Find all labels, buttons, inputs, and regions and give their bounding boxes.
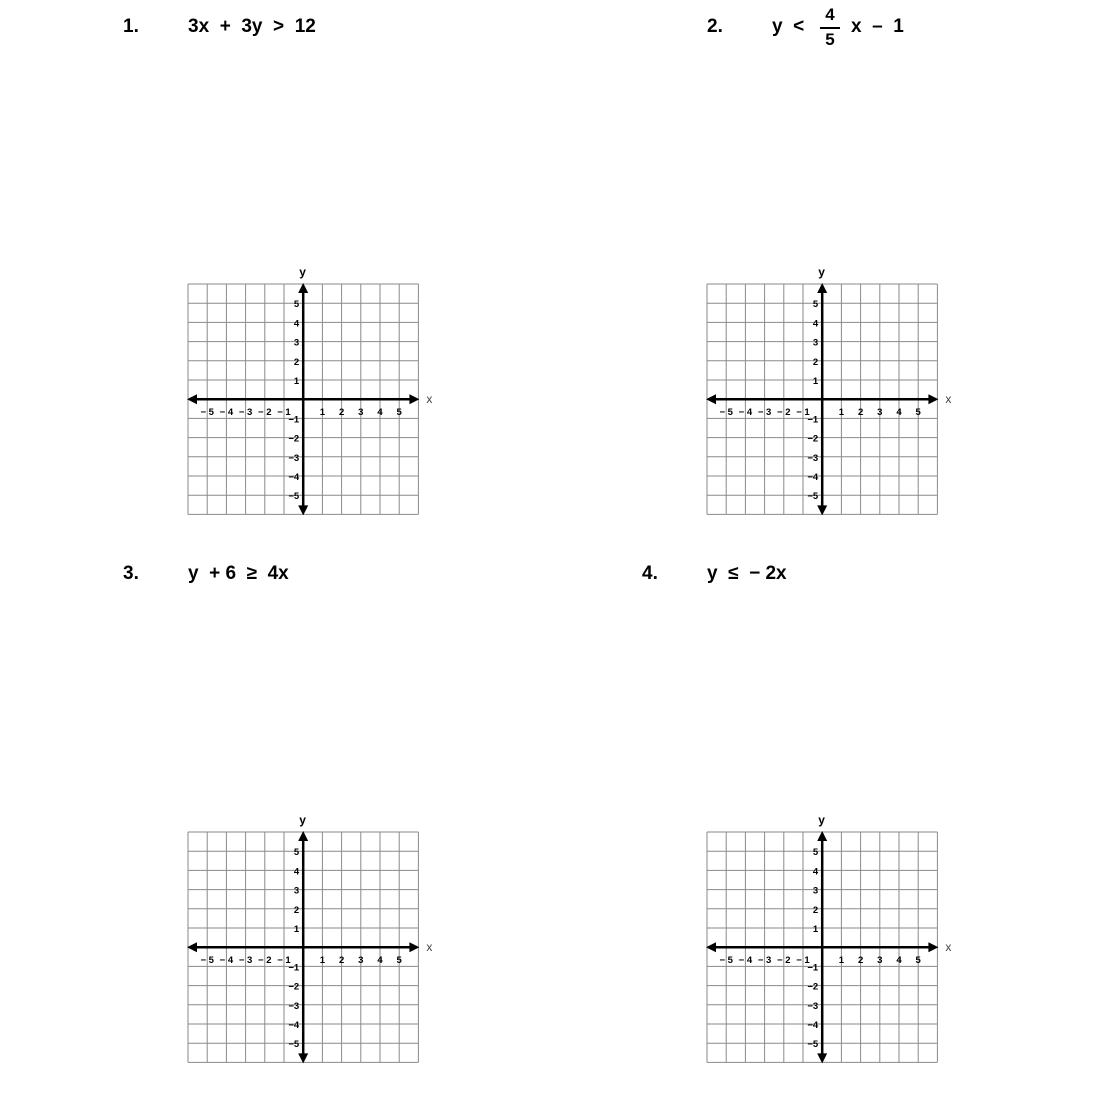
- y-tick-label: 2: [293, 356, 300, 368]
- x-tick-label: − 4: [738, 407, 753, 419]
- y-tick-label: −4: [288, 1020, 300, 1031]
- y-tick-label: 1: [812, 376, 819, 387]
- coordinate-grid-1[interactable]: [186, 264, 446, 524]
- inequality: y ≤ − 2x: [707, 563, 787, 584]
- y-tick-label: −5: [807, 491, 819, 503]
- x-tick-label: 5: [396, 955, 402, 967]
- x-tick-label: − 1: [796, 955, 810, 967]
- y-tick-label: 1: [812, 924, 819, 935]
- problem-number: 4.: [642, 563, 658, 584]
- x-axis-label: x: [426, 940, 433, 955]
- x-tick-label: − 1: [796, 407, 810, 419]
- y-tick-label: 4: [812, 318, 819, 330]
- x-tick-label: 3: [877, 407, 883, 419]
- y-tick-label: 5: [293, 847, 300, 859]
- y-tick-label: 2: [812, 356, 819, 368]
- x-tick-label: − 4: [738, 955, 753, 967]
- fraction-numerator: 4: [825, 5, 835, 24]
- y-tick-label: 1: [293, 924, 300, 935]
- inequality: y + 6 ≥ 4x: [188, 563, 289, 584]
- y-tick-label: 3: [293, 885, 300, 897]
- x-tick-label: 4: [896, 407, 902, 419]
- y-axis-label: y: [299, 265, 306, 279]
- y-tick-label: −2: [288, 981, 300, 993]
- inequality-left: y <: [772, 16, 805, 37]
- x-tick-label: 1: [319, 955, 326, 967]
- x-axis-label: x: [945, 392, 952, 407]
- x-tick-label: − 2: [777, 955, 791, 967]
- inequality-right: x – 1: [851, 16, 904, 37]
- problem-number: 1.: [123, 16, 139, 37]
- y-tick-label: −1: [807, 962, 819, 974]
- y-tick-label: 4: [293, 318, 300, 330]
- x-tick-label: 5: [915, 407, 921, 419]
- coordinate-grid-2[interactable]: [705, 264, 965, 524]
- y-tick-label: −3: [288, 452, 300, 464]
- x-tick-label: 2: [338, 407, 345, 419]
- x-tick-label: − 2: [258, 407, 272, 419]
- y-tick-label: −3: [807, 1000, 819, 1012]
- y-axis-label: y: [299, 813, 306, 827]
- y-tick-label: 4: [293, 866, 300, 878]
- x-tick-label: 4: [896, 955, 902, 967]
- y-tick-label: −4: [807, 1020, 819, 1031]
- y-tick-label: −5: [288, 1039, 300, 1051]
- x-tick-label: − 4: [219, 407, 234, 419]
- x-tick-label: 3: [877, 955, 883, 967]
- x-tick-label: 1: [319, 407, 326, 419]
- x-tick-label: − 2: [777, 407, 791, 419]
- x-tick-label: 2: [338, 955, 345, 967]
- x-tick-label: − 2: [258, 955, 272, 967]
- x-tick-label: 4: [377, 407, 383, 419]
- x-tick-label: − 5: [719, 407, 733, 419]
- y-tick-label: 2: [812, 904, 819, 916]
- problem-number: 3.: [123, 563, 139, 584]
- inequality: 3x + 3y > 12: [188, 16, 316, 37]
- x-tick-label: 5: [396, 407, 402, 419]
- x-tick-label: 1: [838, 407, 845, 419]
- x-tick-label: − 5: [719, 955, 733, 967]
- x-axis-label: x: [945, 940, 952, 955]
- y-tick-label: 5: [293, 299, 300, 311]
- y-tick-label: −5: [807, 1039, 819, 1051]
- y-tick-label: 5: [812, 299, 819, 311]
- coordinate-grid-4[interactable]: [705, 812, 965, 1072]
- x-tick-label: 2: [857, 407, 864, 419]
- y-tick-label: −2: [807, 433, 819, 445]
- x-tick-label: − 3: [238, 955, 253, 967]
- x-tick-label: − 3: [757, 955, 772, 967]
- x-tick-label: − 5: [200, 955, 214, 967]
- x-tick-label: 3: [358, 407, 364, 419]
- y-tick-label: 3: [812, 337, 819, 349]
- y-tick-label: −1: [288, 962, 300, 974]
- fraction-denominator: 5: [825, 30, 835, 49]
- x-axis-label: x: [426, 392, 433, 407]
- y-axis-label: y: [818, 813, 825, 827]
- x-tick-label: − 1: [277, 955, 291, 967]
- y-tick-label: 1: [293, 376, 300, 387]
- y-tick-label: −2: [288, 433, 300, 445]
- y-tick-label: −3: [807, 452, 819, 464]
- y-tick-label: 3: [293, 337, 300, 349]
- x-tick-label: − 4: [219, 955, 234, 967]
- y-tick-label: 4: [812, 866, 819, 878]
- x-tick-label: − 3: [757, 407, 772, 419]
- problem-number: 2.: [707, 16, 723, 37]
- y-tick-label: −4: [807, 472, 819, 483]
- y-tick-label: −1: [807, 414, 819, 426]
- y-tick-label: −1: [288, 414, 300, 426]
- y-axis-label: y: [818, 265, 825, 279]
- y-tick-label: 5: [812, 847, 819, 859]
- y-tick-label: 2: [293, 904, 300, 916]
- coordinate-grid-3[interactable]: [186, 812, 446, 1072]
- x-tick-label: − 5: [200, 407, 214, 419]
- x-tick-label: − 3: [238, 407, 253, 419]
- x-tick-label: 2: [857, 955, 864, 967]
- fraction-bar: [820, 27, 840, 29]
- x-tick-label: 4: [377, 955, 383, 967]
- y-tick-label: −3: [288, 1000, 300, 1012]
- x-tick-label: − 1: [277, 407, 291, 419]
- x-tick-label: 1: [838, 955, 845, 967]
- y-tick-label: −5: [288, 491, 300, 503]
- y-tick-label: −2: [807, 981, 819, 993]
- y-tick-label: −4: [288, 472, 300, 483]
- y-tick-label: 3: [812, 885, 819, 897]
- x-tick-label: 5: [915, 955, 921, 967]
- x-tick-label: 3: [358, 955, 364, 967]
